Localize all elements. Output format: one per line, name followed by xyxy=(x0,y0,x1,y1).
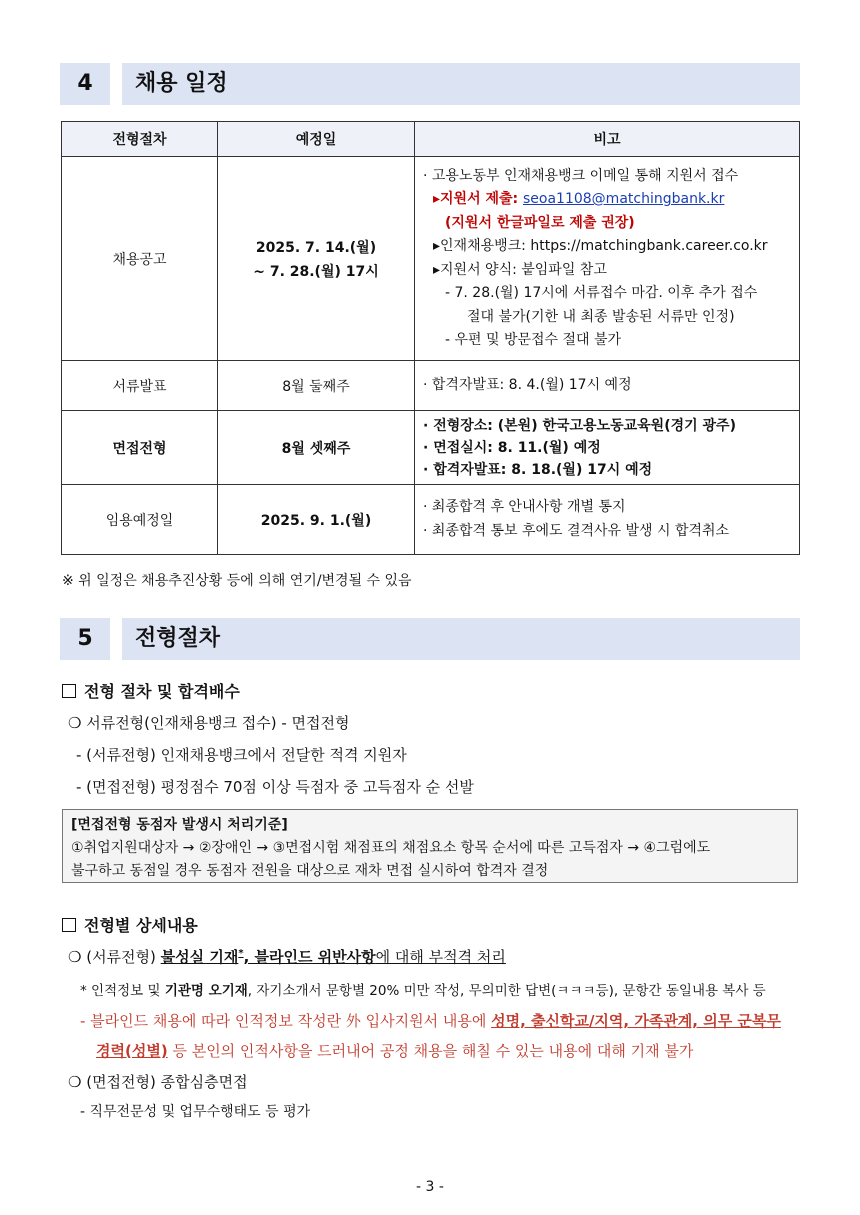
box-line: ①취업지원대상자 → ②장애인 → ③면접시험 채점표의 채점요소 항목 순서에 따른 고득점자 → ④그럼에도 xyxy=(71,840,711,856)
note-line: · 고용노동부 인재채용뱅크 이메일 통해 지원서 접수 xyxy=(423,167,739,184)
note-line: ▸지원서 양식: 붙임파일 참고 xyxy=(433,261,607,278)
date-cell xyxy=(218,157,415,361)
list-item xyxy=(68,946,506,967)
list-item: ❍ (면접전형) 종합심층면접 xyxy=(68,1073,248,1091)
section-title: 전형절차 xyxy=(122,618,800,660)
table-header-row xyxy=(62,122,800,157)
notes-cell xyxy=(415,485,800,555)
page-number: - 3 - xyxy=(416,1179,444,1195)
notes-cell xyxy=(415,411,800,485)
subsection-heading xyxy=(62,679,240,702)
table-header-cell: 예정일 xyxy=(218,122,415,157)
table-header-cell: 전형절차 xyxy=(62,122,218,157)
note-line: ▸인재채용뱅크: https://matchingbank.career.co.kr xyxy=(433,238,768,254)
section-title: 채용 일정 xyxy=(122,63,800,105)
box-title: [면접전형 동점자 발생시 처리기준] xyxy=(71,817,288,833)
stage-cell: 채용공고 xyxy=(62,157,218,361)
table-row xyxy=(62,361,800,411)
stage-cell: 면접전형 xyxy=(62,411,218,485)
table-row xyxy=(62,485,800,555)
checkbox-square-icon xyxy=(62,684,76,698)
table-row xyxy=(62,157,800,361)
subsection-heading xyxy=(62,913,198,936)
list-item: - 직무전문성 및 업무수행태도 등 평가 xyxy=(80,1104,311,1120)
checkbox-square-icon xyxy=(62,918,76,932)
item-prefix: ❍ (서류전형) xyxy=(68,948,161,966)
section-number: 5 xyxy=(60,618,110,660)
note-line: 절대 불가(기한 내 최종 발송된 서류만 인정) xyxy=(467,308,735,325)
section-5-header xyxy=(60,618,800,660)
notes-cell xyxy=(415,157,800,361)
stage-cell: 임용예정일 xyxy=(62,485,218,555)
notice-text: - 블라인드 채용에 따라 인적정보 작성란 外 입사지원서 내용에 xyxy=(80,1012,492,1030)
subsection-heading-text: 전형별 상세내용 xyxy=(84,916,198,935)
schedule-table xyxy=(61,121,800,555)
footnote-rest: , 자기소개서 문항별 20% 미만 작성, 무의미한 답변(ㅋㅋㅋ등), 문항간 동일내용 복사 등 xyxy=(247,983,766,999)
note-line: · 합격자발표: 8. 4.(월) 17시 예정 xyxy=(423,376,632,393)
notice-text: 등 본인의 인적사항을 드러내어 공정 채용을 해칠 수 있는 내용에 대해 기재 불가 xyxy=(167,1042,694,1060)
table-header-cell: 비고 xyxy=(415,122,800,157)
box-line: 불구하고 동점일 경우 동점자 전원을 대상으로 재차 면접 실시하여 합격자 결정 xyxy=(71,863,549,879)
table-row xyxy=(62,411,800,485)
footnote-prefix: * 인적정보 및 xyxy=(80,983,165,999)
item-rest: 에 대해 부적격 처리 xyxy=(375,948,506,966)
section-number: 4 xyxy=(60,63,110,105)
list-item: - (면접전형) 평정점수 70점 이상 득점자 중 고득점자 순 선발 xyxy=(76,778,474,796)
email-link[interactable]: seoa1108@matchingbank.kr xyxy=(523,191,725,207)
asterisk-mark: * xyxy=(238,948,244,959)
note-line: · 최종합격 통보 후에도 결격사유 발생 시 합격취소 xyxy=(423,522,730,539)
notes-cell xyxy=(415,361,800,411)
note-line xyxy=(423,188,793,212)
footnote-line xyxy=(80,979,766,999)
footnote-bold: 기관명 오기재 xyxy=(164,983,248,999)
note-line: - 7. 28.(월) 17시에 서류접수 마감. 이후 추가 접수 xyxy=(445,285,758,301)
blind-notice-line1 xyxy=(80,1010,781,1031)
date-line: 2025. 7. 14.(월) xyxy=(255,239,377,256)
stage-cell: 서류발표 xyxy=(62,361,218,411)
submission-label: ▸지원서 제출: xyxy=(433,191,523,207)
subsection-heading-text: 전형 절차 및 합격배수 xyxy=(84,682,240,701)
note-line: · 전형장소: (본원) 한국고용노동교육원(경기 광주) xyxy=(423,417,736,434)
date-cell: 8월 셋째주 xyxy=(218,411,415,485)
note-line: · 합격자발표: 8. 18.(월) 17시 예정 xyxy=(423,461,653,478)
date-line: ~ 7. 28.(월) 17시 xyxy=(253,263,379,280)
note-line: - 우편 및 방문접수 절대 불가 xyxy=(445,332,622,348)
schedule-footnote: ※ 위 일정은 채용추진상황 등에 의해 연기/변경될 수 있음 xyxy=(62,573,412,589)
blind-notice-line2 xyxy=(96,1040,693,1061)
note-line: · 면접실시: 8. 11.(월) 예정 xyxy=(423,439,601,456)
date-cell: 8월 둘째주 xyxy=(218,361,415,411)
note-line: · 최종합격 후 안내사항 개별 통지 xyxy=(423,499,626,515)
notice-bold: 성명, 출신학교/지역, 가족관계, 의무 군복무 xyxy=(491,1012,781,1030)
list-item: ❍ 서류전형(인재채용뱅크 접수) - 면접전형 xyxy=(68,714,350,732)
tiebreak-criteria-box xyxy=(62,809,798,883)
section-4-header xyxy=(60,63,800,105)
note-line: (지원서 한글파일로 제출 권장) xyxy=(445,214,635,231)
underlined-text: 불성실 기재 xyxy=(160,948,239,966)
list-item: - (서류전형) 인재채용뱅크에서 전달한 적격 지원자 xyxy=(76,746,407,764)
date-cell: 2025. 9. 1.(월) xyxy=(218,485,415,555)
notice-bold: 경력(성별) xyxy=(96,1042,168,1060)
underlined-text: , 블라인드 위반사항 xyxy=(243,948,376,966)
